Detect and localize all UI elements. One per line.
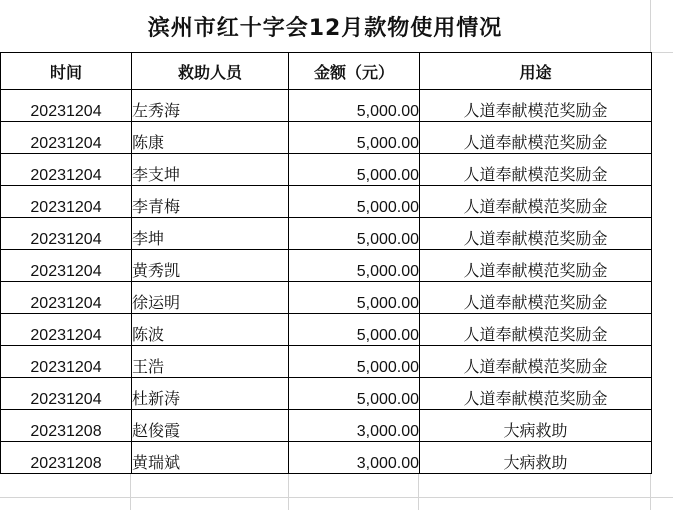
table-row	[1, 122, 652, 154]
cell-purpose[interactable]: 人道奉献模范奖励金	[420, 218, 652, 250]
cell-date[interactable]: 20231204	[1, 186, 132, 218]
cell-amount[interactable]: 5,000.00	[289, 186, 420, 218]
cell-date[interactable]: 20231204	[1, 154, 132, 186]
table-row	[1, 90, 652, 122]
cell-purpose[interactable]: 人道奉献模范奖励金	[420, 90, 652, 122]
cell-purpose[interactable]: 人道奉献模范奖励金	[420, 378, 652, 410]
cell-date[interactable]: 20231204	[1, 250, 132, 282]
donation-usage-table	[0, 52, 652, 474]
column-header-recipient[interactable]: 救助人员	[132, 53, 289, 90]
cell-amount[interactable]: 3,000.00	[289, 442, 420, 474]
cell-purpose[interactable]: 大病救助	[420, 410, 652, 442]
column-header-amount[interactable]: 金额（元）	[289, 53, 420, 90]
sheet-title: 滨州市红十字会12月款物使用情况	[0, 0, 650, 52]
cell-purpose[interactable]: 人道奉献模范奖励金	[420, 186, 652, 218]
cell-recipient[interactable]: 陈波	[132, 314, 289, 346]
cell-purpose[interactable]: 大病救助	[420, 442, 652, 474]
cell-date[interactable]: 20231204	[1, 346, 132, 378]
cell-amount[interactable]: 5,000.00	[289, 122, 420, 154]
cell-recipient[interactable]: 黄秀凯	[132, 250, 289, 282]
table-row	[1, 442, 652, 474]
cell-purpose[interactable]: 人道奉献模范奖励金	[420, 154, 652, 186]
cell-date[interactable]: 20231204	[1, 122, 132, 154]
table-row	[1, 378, 652, 410]
column-header-date[interactable]: 时间	[1, 53, 132, 90]
cell-date[interactable]: 20231204	[1, 378, 132, 410]
cell-amount[interactable]: 5,000.00	[289, 314, 420, 346]
cell-amount[interactable]: 5,000.00	[289, 378, 420, 410]
cell-recipient[interactable]: 李坤	[132, 218, 289, 250]
table-row	[1, 314, 652, 346]
cell-recipient[interactable]: 王浩	[132, 346, 289, 378]
table-row	[1, 250, 652, 282]
cell-purpose[interactable]: 人道奉献模范奖励金	[420, 346, 652, 378]
cell-amount[interactable]: 3,000.00	[289, 410, 420, 442]
table-row	[1, 154, 652, 186]
cell-recipient[interactable]: 徐运明	[132, 282, 289, 314]
cell-purpose[interactable]: 人道奉献模范奖励金	[420, 282, 652, 314]
cell-purpose[interactable]: 人道奉献模范奖励金	[420, 314, 652, 346]
cell-date[interactable]: 20231204	[1, 218, 132, 250]
header-row	[1, 53, 652, 90]
cell-recipient[interactable]: 赵俊霞	[132, 410, 289, 442]
cell-purpose[interactable]: 人道奉献模范奖励金	[420, 122, 652, 154]
cell-amount[interactable]: 5,000.00	[289, 250, 420, 282]
cell-amount[interactable]: 5,000.00	[289, 154, 420, 186]
cell-recipient[interactable]: 李支坤	[132, 154, 289, 186]
cell-date[interactable]: 20231208	[1, 410, 132, 442]
cell-amount[interactable]: 5,000.00	[289, 90, 420, 122]
cell-date[interactable]: 20231204	[1, 90, 132, 122]
cell-amount[interactable]: 5,000.00	[289, 346, 420, 378]
cell-recipient[interactable]: 陈康	[132, 122, 289, 154]
cell-purpose[interactable]: 人道奉献模范奖励金	[420, 250, 652, 282]
cell-amount[interactable]: 5,000.00	[289, 218, 420, 250]
column-header-purpose[interactable]: 用途	[420, 53, 652, 90]
table-row	[1, 410, 652, 442]
cell-recipient[interactable]: 李青梅	[132, 186, 289, 218]
cell-date[interactable]: 20231208	[1, 442, 132, 474]
table-row	[1, 346, 652, 378]
table-row	[1, 218, 652, 250]
cell-amount[interactable]: 5,000.00	[289, 282, 420, 314]
cell-date[interactable]: 20231204	[1, 282, 132, 314]
cell-recipient[interactable]: 左秀海	[132, 90, 289, 122]
cell-date[interactable]: 20231204	[1, 314, 132, 346]
grid-row-divider	[0, 497, 673, 498]
table-row	[1, 282, 652, 314]
cell-recipient[interactable]: 黄瑞斌	[132, 442, 289, 474]
cell-recipient[interactable]: 杜新涛	[132, 378, 289, 410]
table-row	[1, 186, 652, 218]
